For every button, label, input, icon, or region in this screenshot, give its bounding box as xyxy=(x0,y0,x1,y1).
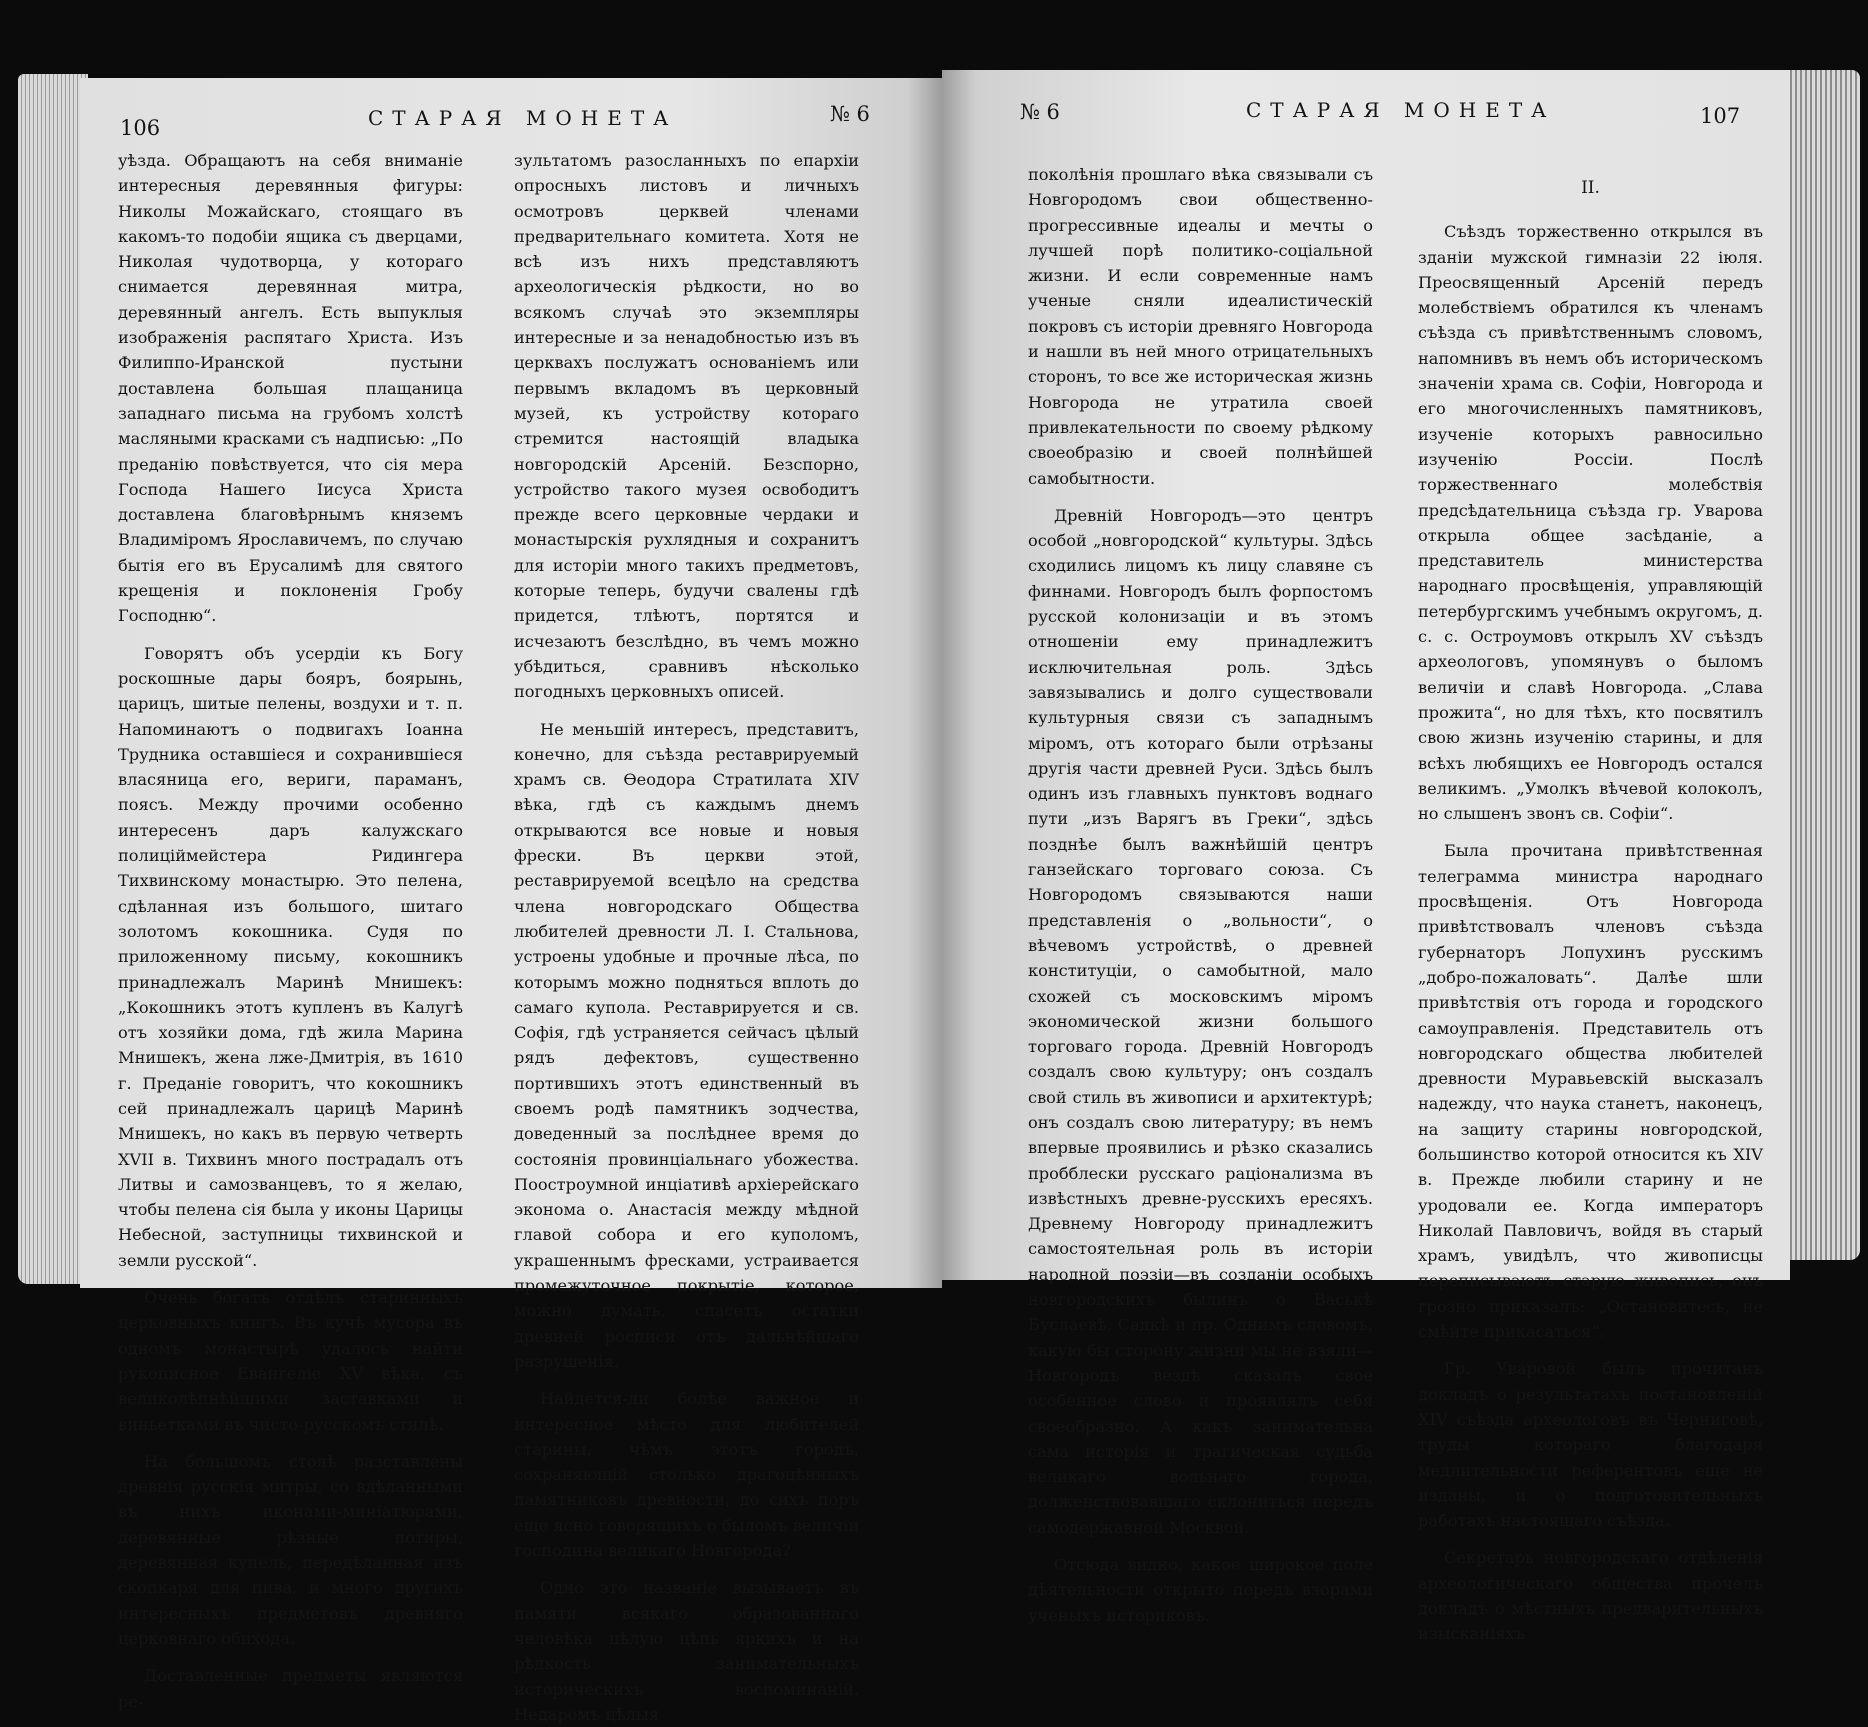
left-page-edges xyxy=(18,74,88,1284)
right-page-number: 107 xyxy=(1700,104,1741,128)
paragraph: Секретарь новгородскаго отдѣленія археологическаго общества прочелъ докладъ о мѣстныхъ предварительныхъ изысканіяхъ xyxy=(1418,1548,1763,1644)
section-heading: II. xyxy=(1581,178,1600,198)
left-page xyxy=(80,78,942,1724)
paragraph: Съѣздъ торжественно открылся въ зданіи мужской гимназіи 22 іюля. Преосвященный Арсеній передъ молебствіемъ обратился къ членамъ съѣзда съ привѣтственнымъ словомъ, напомнивъ въ немъ объ историческомъ значеніи храма св. Софіи, Новгорода и его многочисленныхъ памятниковъ, изученіе которыхъ равносильно изученію Россіи. Послѣ торжественнаго молебствія предсѣдательница съѣзда гр. Уварова открыла общее засѣданіе, а представитель министерства народнаго просвѣщенія, управляющій петербургскимъ учебнымъ округомъ, д. с. с. Остроумовъ открылъ XV съѣздъ археологовъ, упомянувъ о быломъ величіи и славѣ Новгорода. „Слава прожита“, но для тѣхъ, кто посвятилъ свою жизнь изученію старины, и для всѣхъ любящихъ ее Новгородъ остался великимъ. „Умолкъ вѣчевой колоколъ, но слышенъ звонъ св. Софіи“. xyxy=(1418,222,1763,824)
paragraph: уѣзда. Обращаютъ на себя вниманіе интересныя деревянныя фигуры: Николы Можайскаго, стоящаго въ какомъ-то подобіи ящика съ дверцами, Николая чудотворца, у котораго снимается деревянная митра, деревянный ангелъ. Есть выпуклыя изображенія распятаго Христа. Изъ Филиппо-Иранской пустыни доставлена большая плащаница западнаго письма на грубомъ холстѣ масляными красками съ надписью: „По преданію повѣствуется, что сія мера Господа Нашего Іисуса Христа доставлена благовѣрнымъ княземъ Владиміромъ Ярославичемъ, по случаю бытія его въ Ерусалимѣ для святого крещенія и поклоненія Гробу Господню“. xyxy=(118,151,463,626)
paragraph: Отсюда видно, какое широкое поле дѣятельности открыто передъ взорами ученыхъ историковъ. xyxy=(1028,1555,1373,1625)
left-running-title: СТАРАЯ МОНЕТА xyxy=(368,106,678,130)
left-page-number: 106 xyxy=(120,116,161,140)
paragraph: Очень богатъ отдѣлъ старинныхъ церковныхъ книгъ. Въ кучѣ мусора въ одномъ монастырѣ удалось найти рукописное Евангеліе XV вѣка, съ великолѣпнѣйшими заставками и виньетками въ чисто-русскомъ стилѣ. xyxy=(118,1288,463,1434)
paragraph: зультатомъ разосланныхъ по епархіи опросныхъ листовъ и личныхъ осмотровъ церквей членами предварительнаго комитета. Хотя не всѣ изъ нихъ представляютъ археологическія рѣдкости, но во всякомъ случаѣ это экземпляры интересные и за ненадобностью изъ въ церквахъ послужатъ основаніемъ или первымъ вкладомъ въ церковный музей, къ устройству котораго стремится настоящій владыка новгородскій Арсеній. Безспорно, устройство такого музея освободитъ прежде всего церковные чердаки и монастырскія рухлядныя и сохранитъ для исторіи много такихъ предметовъ, которые теперь, будучи свалены гдѣ придется, тлѣютъ, портятся и исчезаютъ безслѣдно, въ чемъ можно убѣдиться, сравнивъ нѣсколько погодныхъ церковныхъ описей. xyxy=(514,151,859,702)
right-column-2-wrap xyxy=(1418,176,1763,1647)
paragraph: Одно это названіе вызываетъ въ памяти всякаго образованнаго человѣка цѣлую цѣпь яркихъ и на рѣдкость занимательныхъ историческихъ воспоминаній. Недаромъ цѣлыя xyxy=(514,1578,859,1724)
right-column-1 xyxy=(1028,162,1373,1628)
paragraph: Найдется-ли болѣе важное и интересное мѣсто для любителей старины, чѣмъ этотъ городъ, сохраняющій столько драгоцѣнныхъ памятниковъ древности, до сихъ поръ еще ясно говорящихъ о быломъ величіи господина великаго Новгорода? xyxy=(514,1389,859,1561)
right-page xyxy=(942,70,1790,1644)
right-page-edges xyxy=(1780,70,1860,1260)
left-column-2 xyxy=(514,148,859,1727)
right-issue-label: № 6 xyxy=(1020,100,1060,124)
paragraph: Была прочитана привѣтственная телеграмма министра народнаго просвѣщенія. Отъ Новгорода привѣтствовалъ членовъ съѣзда губернаторъ Лопухинъ русскимъ „добро-пожаловать“. Далѣе шли привѣтствія отъ города и городского самоуправленія. Представитель отъ новгородскаго общества любителей древности Муравьевскій высказалъ надежду, что наука станетъ, наконецъ, на защиту старины новгородской, большинство которой относится къ XIV в. Прежде любили старину и не уродовали ее. Когда императоръ Николай Павловичъ, войдя въ старый храмъ, увидѣлъ, что живописцы переписываютъ старую живопись, онъ грозно приказалъ: „Остановитесь, не смѣйте прикасаться“. xyxy=(1418,841,1763,1342)
right-column-2 xyxy=(1418,219,1763,1646)
paragraph: На большомъ столѣ разставлены древнія русскія митры, со вдѣланными въ нихъ иконами-миніатюрами, деревянные рѣзные потиры, деревянная купель, передѣланная изъ скопкаря для пива, и много другихъ интересныхъ предметовъ древняго церковнаго обихода. xyxy=(118,1451,463,1648)
left-issue-label: № 6 xyxy=(830,102,870,126)
left-column-1 xyxy=(118,148,463,1714)
right-running-title: СТАРАЯ МОНЕТА xyxy=(1246,98,1556,122)
paragraph: Гр. Уваровой былъ прочитанъ докладъ о результатахъ постановленій XIV съѣзда археологовъ въ Черниговѣ, труды котораго благодаря медлительности референтовъ еще не изданы, и о подготовительныхъ работахъ настоящаго съѣзда. xyxy=(1418,1359,1763,1531)
paragraph: Говорятъ объ усердіи къ Богу роскошные дары бояръ, боярынь, царицъ, шитые пелены, воздухи и т. п. Напоминаютъ о подвигахъ Іоанна Трудника оставшіеся и сохранившіеся власяница его, вериги, параманъ, поясъ. Между прочими особенно интересенъ даръ калужскаго полиціймейстера Ридингера Тихвинскому монастырю. Это пелена, сдѣланная изъ большого, шитаго золотомъ кокошника. Судя по приложенному письму, кокошникъ принадлежалъ Маринѣ Мнишекъ: „Кокошникъ этотъ купленъ въ Калугѣ отъ хозяйки дома, гдѣ жила Марина Мнишекъ, жена лже-Дмитрія, въ 1610 г. Преданіе говоритъ, что кокошникъ сей принадлежалъ царицѣ Маринѣ Мнишекъ, но какъ въ первую четверть XVII в. Тихвинъ много пострадалъ отъ Литвы и самозванцевъ, то я желаю, чтобы пелена сія была у иконы Царицы Небесной, заступницы тихвинской и земли русской“. xyxy=(118,643,463,1270)
paragraph: Доставленные предметы являются ре- xyxy=(118,1666,463,1711)
paragraph: Древній Новгородъ—это центръ особой „новгородской“ культуры. Здѣсь сходились лицомъ къ лицу славяне съ финнами. Новгородъ былъ форпостомъ русской колонизаціи и въ этомъ отношеніи ему принадлежитъ исключительная роль. Здѣсь завязывались и долго существовали культурныя связи съ западнымъ міромъ, отъ котораго были отрѣзаны другія части древней Руси. Здѣсь былъ одинъ изъ главныхъ пунктовъ воднаго пути „изъ Варягъ въ Греки“, здѣсь позднѣе былъ важнѣйшій центръ ганзейскаго торговаго союза. Съ Новгородомъ связываются наши представленія о „вольности“, о вѣчевомъ устройствѣ, о древней конституціи, о самобытной, мало схожей съ московскимъ міромъ экономической жизни большого торговаго города. Древній Новгородъ создалъ свою культуру; онъ создалъ свой стиль въ живописи и архитектурѣ; онъ создалъ свою литературу; въ немъ впервые проявились и рѣзко сказались пробблески русскаго раціонализма въ извѣстныхъ древне-русскихъ ересяхъ. Древнему Новгороду принадлежитъ самостоятельная роль въ исторіи народной поэзіи—въ созданіи особыхъ новгородскихъ былинъ о Васькѣ Буслаевѣ, Садкѣ и пр. Однимъ словомъ, какую бы сторону жизни мы не взяли—Новгородъ вездѣ сказалъ свое особенное слово и проявлялъ себя своеобразно. А какъ занимательна сама исторія и трагическая судьба великаго вольнаго города, долженствовавшаго склониться передъ самодержавной Москвой. xyxy=(1028,505,1373,1537)
paragraph: поколѣнія прошлаго вѣка связывали съ Новгородомъ свои общественно-прогрессивные идеалы и мечты о лучшей порѣ политико-соціальной жизни. И если современные намъ ученые сняли идеалистическій покровъ съ исторіи древняго Новгорода и нашли въ ней много отрицательныхъ сторонъ, то все же историческая жизнь Новгорода не утратила своей привлекательности по своему рѣдкому своеобразію и своей полнѣйшей самобытности. xyxy=(1028,165,1373,488)
paragraph: Не меньшій интересъ, представитъ, конечно, для съѣзда реставрируемый храмъ св. Ѳеодора Стратилата XIV вѣка, гдѣ съ каждымъ днемъ открываются все новые и новыя фрески. Въ церкви этой, реставрируемой всецѣло на средства члена новгородскаго Общества любителей древности Л. І. Стальнова, устроены удобные и прочные лѣса, по которымъ можно подняться вплоть до самаго купола. Реставрируется и св. Софія, гдѣ устраняется сейчасъ цѣлый рядъ дефектовъ, существенно портившихъ этотъ единственный въ своемъ родѣ памятникъ зодчества, доведенный за послѣднее время до состоянія провинціальнаго убожества. Поостроумной инціативѣ архіерейскаго эконома о. Анастасія между мѣдной главой собора и его куполомъ, украшеннымъ фресками, устраивается промежуточное покрытіе, которое, можно думать, спасетъ остатки древней росписи отъ дальнѣйшаго разрушенія. xyxy=(514,719,859,1371)
